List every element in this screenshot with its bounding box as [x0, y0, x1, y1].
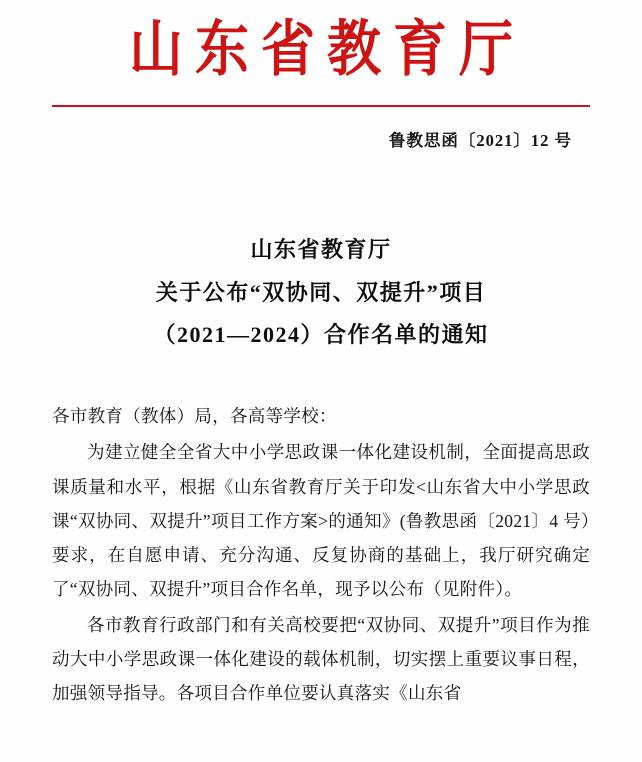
- masthead-title: 山东省教育厅: [129, 15, 525, 83]
- masthead: [52, 0, 590, 107]
- document-number: 鲁教思函〔2021〕12 号: [388, 130, 572, 150]
- masthead-divider: [52, 105, 590, 107]
- document-title: [52, 229, 590, 358]
- document-body: [52, 399, 590, 710]
- title-line-1: 山东省教育厅: [250, 236, 392, 262]
- paragraph-1: 为建立健全全省大中小学思政课一体化建设机制，全面提高思政课质量和水平，根据《山东省教育厅关于印发<山东省大中小学思政课“双协同、双提升”项目工作方案>的通知》(鲁教思函〔2021〕4 号）要求，在自愿申请、充分沟通、反复协商的基础上，我厅研究确定了“双协同、双提升”项目合作名单，现予以公布（见附件）。: [52, 442, 590, 599]
- title-line-2: 关于公布“双协同、双提升”项目: [155, 279, 487, 305]
- title-line-3: （2021—2024）合作名单的通知: [153, 322, 489, 348]
- paragraph-2: 各市教育行政部门和有关高校要把“双协同、双提升”项目作为推动大中小学思政课一体化建设的载体机制，切实摆上重要议事日程，加强领导指导。各项目合作单位要认真落实《山东省: [52, 615, 590, 704]
- salutation: 各市教育（教体）局，各高等学校：: [52, 406, 337, 427]
- document-number-row: [52, 127, 590, 151]
